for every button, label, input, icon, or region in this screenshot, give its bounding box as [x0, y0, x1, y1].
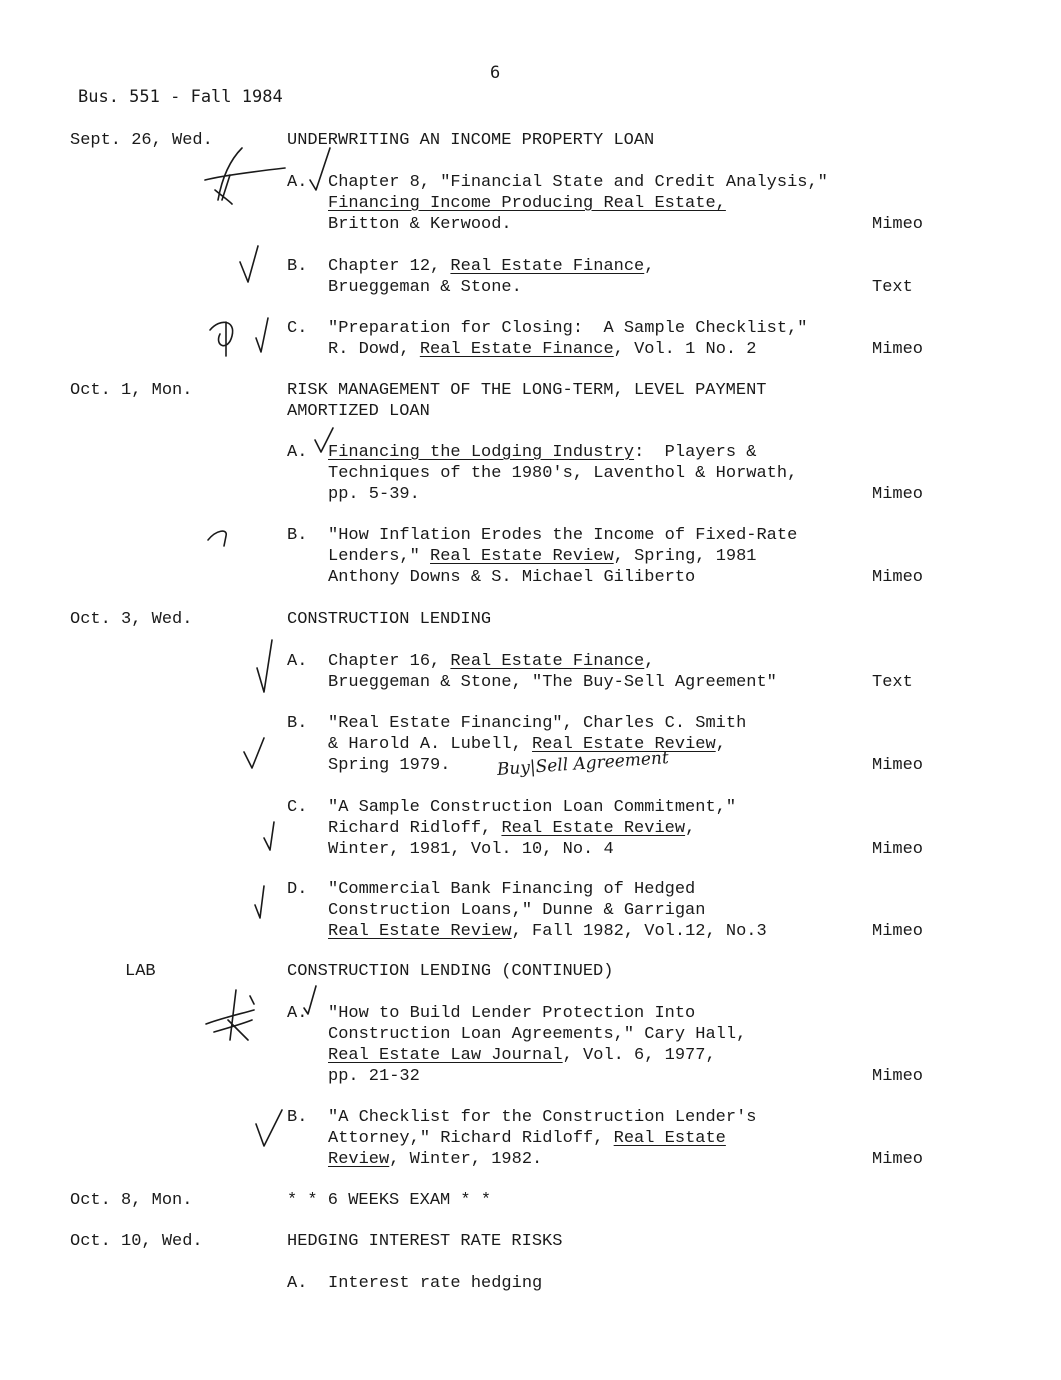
item-letter: A.	[287, 652, 308, 671]
reference-text: ,	[715, 735, 726, 754]
reference-text: "A Sample Construction Loan Commitment,"	[328, 798, 737, 817]
scribble-mark	[205, 148, 285, 204]
reference-text: pp. 5-39.	[328, 485, 420, 504]
item-letter: C.	[287, 319, 308, 338]
publication-title: Real Estate Review	[328, 922, 512, 941]
reference-text: , Winter, 1982.	[389, 1150, 543, 1169]
publication-title: Review	[328, 1150, 390, 1169]
reference-text: Construction Loan Agreements," Cary Hall,	[328, 1025, 747, 1044]
reference-text: Anthony Downs & S. Michael Giliberto	[328, 568, 696, 587]
check-mark	[240, 246, 258, 282]
reference-text: Techniques of the 1980's, Laventhol & Horwath,	[328, 464, 798, 483]
source-type: Mimeo	[872, 1067, 924, 1086]
session-topic: RISK MANAGEMENT OF THE LONG-TERM, LEVEL PAYMENT	[287, 381, 767, 400]
reference-text: Brueggeman & Stone.	[328, 278, 522, 297]
item-letter: D.	[287, 880, 308, 899]
reference-text: R. Dowd,	[328, 340, 420, 359]
source-type: Text	[872, 673, 913, 692]
check-mark	[255, 886, 264, 918]
reference-text: Winter, 1981, Vol. 10, No. 4	[328, 840, 614, 859]
reference-text: pp. 21-32	[328, 1067, 420, 1086]
reference-text: ,	[644, 652, 655, 671]
reference-text: "How to Build Lender Protection Into	[328, 1004, 696, 1023]
course-header: Bus. 551 - Fall 1984	[78, 87, 283, 107]
check-mark	[264, 822, 274, 850]
session-topic: CONSTRUCTION LENDING	[287, 610, 492, 629]
reference-text: , Spring, 1981	[613, 547, 757, 566]
scribble-mark	[206, 990, 254, 1040]
check-mark	[304, 986, 316, 1014]
source-type: Text	[872, 278, 913, 297]
session-topic: HEDGING INTEREST RATE RISKS	[287, 1232, 563, 1251]
publication-title: Financing the Lodging Industry	[328, 443, 635, 462]
item-letter: A.	[287, 173, 308, 192]
publication-title: Real Estate Finance	[419, 340, 614, 359]
publication-title: Real Estate Finance	[450, 257, 645, 276]
reference-text: Interest rate hedging	[328, 1274, 543, 1293]
reference-text: & Harold A. Lubell,	[328, 735, 533, 754]
scribble-mark	[210, 322, 233, 356]
source-type: Mimeo	[872, 1150, 924, 1169]
item-letter: A.	[287, 1004, 308, 1023]
publication-title: Financing Income Producing Real Estate,	[328, 194, 726, 213]
session-date: Oct. 8, Mon.	[70, 1191, 193, 1210]
publication-title: Real Estate Law Journal	[328, 1046, 563, 1065]
source-type: Mimeo	[872, 215, 924, 234]
source-type: Mimeo	[872, 922, 924, 941]
item-letter: B.	[287, 714, 308, 733]
source-type: Mimeo	[872, 485, 924, 504]
item-letter: B.	[287, 257, 308, 276]
source-type: Mimeo	[872, 840, 924, 859]
source-type: Mimeo	[872, 340, 924, 359]
reference-text: ,	[644, 257, 655, 276]
check-mark	[310, 148, 330, 190]
session-topic: AMORTIZED LOAN	[287, 402, 430, 421]
reference-text: Chapter 8, "Financial State and Credit Analysis,"	[328, 173, 828, 192]
page-number: 6	[490, 63, 501, 83]
item-letter: A.	[287, 1274, 308, 1293]
session-topic: UNDERWRITING AN INCOME PROPERTY LOAN	[287, 131, 655, 150]
session-date: Oct. 10, Wed.	[70, 1232, 203, 1251]
check-mark	[257, 640, 272, 692]
session-topic: CONSTRUCTION LENDING (CONTINUED)	[287, 962, 614, 981]
reference-text: ,	[685, 819, 696, 838]
session-date: Oct. 3, Wed.	[70, 610, 193, 629]
reference-text: "Real Estate Financing", Charles C. Smith	[328, 714, 747, 733]
reference-text: "Preparation for Closing: A Sample Checklist,"	[328, 319, 808, 338]
publication-title: Real Estate Review	[532, 735, 716, 754]
publication-title: Real Estate	[613, 1129, 726, 1148]
publication-title: Real Estate Review	[430, 547, 614, 566]
session-topic: * * 6 WEEKS EXAM * *	[287, 1191, 492, 1210]
item-letter: A.	[287, 443, 308, 462]
publication-title: Real Estate Finance	[450, 652, 645, 671]
reference-text: Chapter 12,	[328, 257, 451, 276]
source-type: Mimeo	[872, 756, 924, 775]
reference-text: Spring 1979.	[328, 756, 451, 775]
check-mark	[256, 318, 268, 352]
reference-text: , Vol. 6, 1977,	[562, 1046, 716, 1065]
reference-text: Richard Ridloff,	[328, 819, 502, 838]
reference-text: "A Checklist for the Construction Lender's	[328, 1108, 757, 1127]
reference-text: Construction Loans," Dunne & Garrigan	[328, 901, 706, 920]
item-letter: B.	[287, 1108, 308, 1127]
session-date: Sept. 26, Wed.	[70, 131, 213, 150]
check-mark	[315, 428, 333, 452]
reference-text: Attorney," Richard Ridloff,	[328, 1129, 614, 1148]
reference-text: , Fall 1982, Vol.12, No.3	[511, 922, 767, 941]
reference-text: Britton & Kerwood.	[328, 215, 512, 234]
check-mark	[244, 738, 264, 768]
check-mark	[256, 1110, 282, 1146]
publication-title: Real Estate Review	[501, 819, 686, 838]
session-date: Oct. 1, Mon.	[70, 381, 193, 400]
reference-text: "Commercial Bank Financing of Hedged	[328, 880, 696, 899]
reference-text: Brueggeman & Stone, "The Buy-Sell Agreement"	[328, 673, 777, 692]
reference-text: Chapter 16,	[328, 652, 451, 671]
source-type: Mimeo	[872, 568, 924, 587]
reference-text: Lenders,"	[328, 547, 431, 566]
question-mark	[208, 531, 226, 546]
session-date: LAB	[125, 962, 156, 981]
reference-text: , Vol. 1 No. 2	[613, 340, 757, 359]
reference-text: : Players &	[634, 443, 757, 462]
item-letter: C.	[287, 798, 308, 817]
handwritten-note: Buy|Sell Agreement	[496, 748, 670, 780]
reference-text: "How Inflation Erodes the Income of Fixed-Rate	[328, 526, 798, 545]
item-letter: B.	[287, 526, 308, 545]
